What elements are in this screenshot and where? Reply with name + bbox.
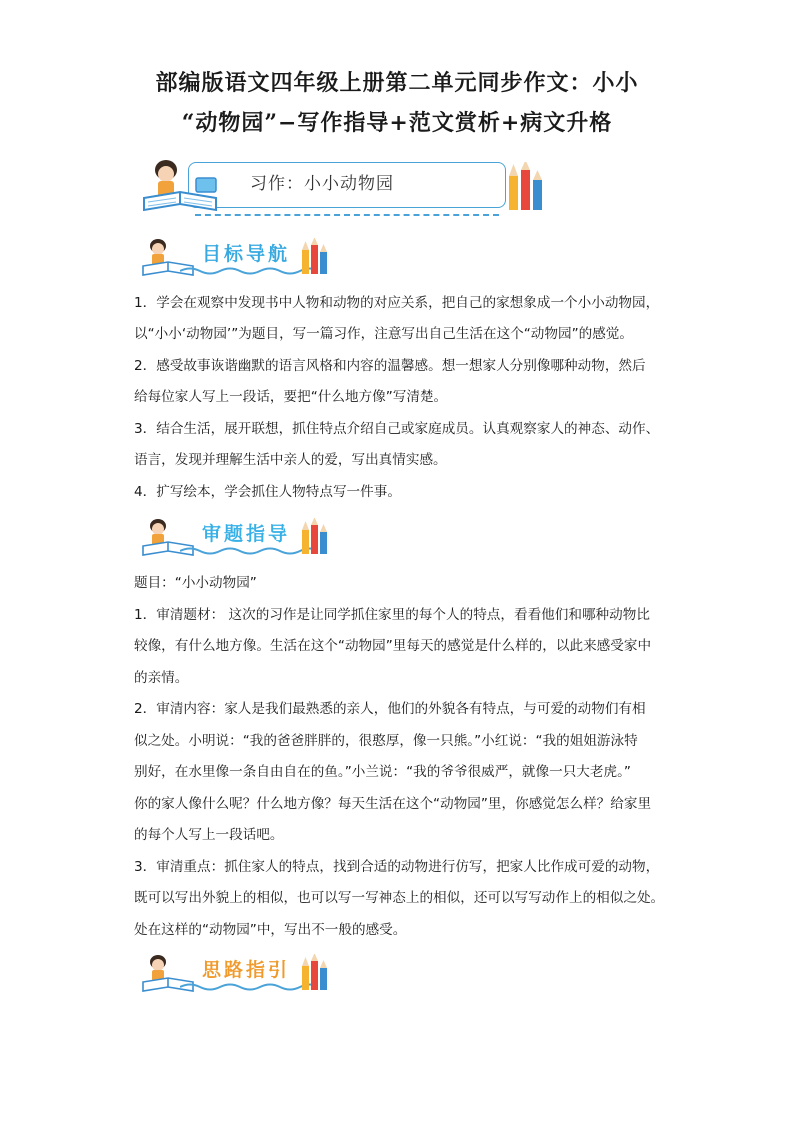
- page-title-line-1: 部编版语文四年级上册第二单元同步作文：小小: [155, 70, 639, 96]
- review-line: 3．审清重点：抓住家人的特点，找到合适的动物进行仿写，把家人比作成可爱的动物，: [134, 859, 660, 875]
- pencils-icon: [300, 518, 330, 554]
- banner-title: 习作：小小动物园: [250, 174, 394, 194]
- goal-line: 语言，发现并理解生活中亲人的爱，写出真情实感。: [134, 452, 447, 468]
- section-idea-title: 思路指引: [202, 959, 291, 981]
- goal-line: 1．学会在观察中发现书中人物和动物的对应关系，把自己的家想象成一个小小动物园，: [134, 295, 660, 311]
- section-review-title: 审题指导: [202, 523, 291, 545]
- review-line: 1．审清题材： 这次的习作是让同学抓住家里的每个人的特点，看看他们和哪种动物比: [134, 607, 650, 623]
- section-review-heading: [140, 518, 340, 558]
- pencils-icon: [300, 954, 330, 990]
- pencils-icon: [300, 238, 330, 274]
- review-line: 题目：“小小动物园”: [134, 575, 257, 591]
- reading-child-icon: [140, 158, 222, 216]
- review-line: 你的家人像什么呢？什么地方像？每天生活在这个“动物园”里，你感觉怎么样？给家里: [134, 796, 652, 812]
- review-line: 的每个人写上一段话吧。: [134, 827, 284, 843]
- review-line: 处在这样的“动物园”中，写出不一般的感受。: [134, 922, 407, 938]
- review-line: 2．审清内容：家人是我们最熟悉的亲人，他们的外貌各有特点，与可爱的动物们有相: [134, 701, 646, 717]
- goal-line: 3．结合生活，展开联想，抓住特点介绍自己或家庭成员。认真观察家人的神态、动作、: [134, 421, 660, 437]
- section-idea-heading: [140, 954, 340, 994]
- review-line: 的亲情。: [134, 670, 189, 686]
- review-line: 既可以写出外貌上的相似，也可以写一写神态上的相似，还可以写写动作上的相似之处。: [134, 890, 665, 906]
- review-line: 别好，在水里像一条自由自在的鱼。”小兰说：“我的爷爷很威严，就像一只大老虎。”: [134, 764, 631, 780]
- section-goal-heading: [140, 238, 340, 278]
- topic-banner: [140, 158, 545, 216]
- pencils-icon: [505, 162, 545, 212]
- page-title-line-2: “动物园”−写作指导+范文赏析+病文升格: [181, 110, 613, 136]
- review-line: 似之处。小明说：“我的爸爸胖胖的，很憨厚，像一只熊。”小红说：“我的姐姐游泳特: [134, 733, 638, 749]
- review-line: 较像，有什么地方像。生活在这个“动物园”里每天的感觉是什么样的，以此来感受家中: [134, 638, 652, 654]
- section-goal-title: 目标导航: [202, 243, 291, 265]
- goal-line: 给每位家人写上一段话，要把“什么地方像”写清楚。: [134, 389, 448, 405]
- goal-line: 以“小小‘动物园’”为题目，写一篇习作，注意写出自己生活在这个“动物园”的感觉。: [134, 326, 633, 342]
- goal-line: 2．感受故事诙谐幽默的语言风格和内容的温馨感。想一想家人分别像哪种动物，然后: [134, 358, 646, 374]
- goal-line: 4．扩写绘本，学会抓住人物特点写一件事。: [134, 484, 401, 500]
